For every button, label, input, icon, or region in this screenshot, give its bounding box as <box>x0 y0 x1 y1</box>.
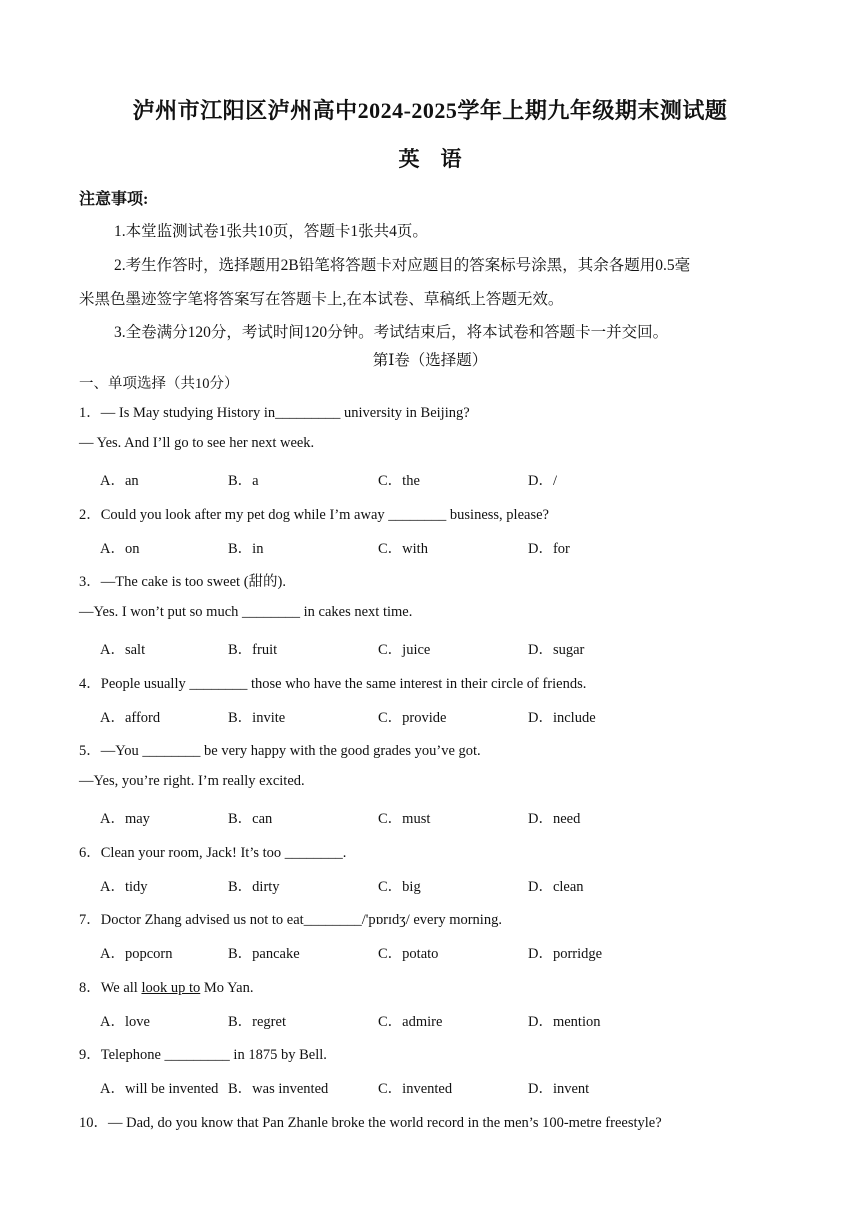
question-4-option-b: B．invite <box>228 710 286 726</box>
question-6-stem: 6．Clean your room, Jack! It’s too ________. <box>79 845 347 861</box>
question-9-stem: 9．Telephone _________ in 1875 by Bell. <box>79 1047 327 1063</box>
question-1-stem: 1．— Is May studying History in_________ university in Beijing? <box>79 405 470 421</box>
exam-title: 泸州市江阳区泸州高中2024-2025学年上期九年级期末测试题 <box>132 98 728 123</box>
notice-item-3: 3.全卷满分120分，考试时间120分钟。考试结束后，将本试卷和答题卡一并交回。 <box>114 324 669 341</box>
question-5-answer-line: —Yes, you’re right. I’m really excited. <box>79 773 305 789</box>
question-6-option-b: B．dirty <box>228 879 280 895</box>
question-5-option-c: C．must <box>378 811 431 827</box>
question-9-option-a: A．will be invented <box>100 1081 219 1097</box>
question-2-stem: 2．Could you look after my pet dog while I’m away ________ business, please? <box>79 507 549 523</box>
notice-heading: 注意事项: <box>79 191 149 208</box>
question-8-stem-post: Mo Yan. <box>200 980 254 996</box>
question-1-option-a: A．an <box>100 473 139 489</box>
question-8-underlined-phrase: look up to <box>141 980 201 996</box>
question-7-stem: 7．Doctor Zhang advised us not to eat________/'pɒrɪdʒ/ every morning. <box>79 912 502 928</box>
question-6-option-d: D．clean <box>528 879 584 895</box>
question-3-option-c: C．juice <box>378 642 431 658</box>
question-8-stem <box>79 976 253 997</box>
question-8-option-d: D．mention <box>528 1014 601 1030</box>
question-2-option-c: C．with <box>378 541 428 557</box>
question-9-option-b: B．was invented <box>228 1081 329 1097</box>
question-6-option-c: C．big <box>378 879 421 895</box>
notice-item-1: 1.本堂监测试卷1张共10页，答题卡1张共4页。 <box>114 223 428 240</box>
notice-item-2: 2.考生作答时，选择题用2B铅笔将答题卡对应题目的答案标号涂黑，其余各题用0.5毫 <box>114 257 691 274</box>
question-8-option-b: B．regret <box>228 1014 286 1030</box>
notice-item-2-cont: 米黑色墨迹签字笔将答案写在答题卡上,在本试卷、草稿纸上答题无效。 <box>79 291 564 308</box>
question-9-option-c: C．invented <box>378 1081 453 1097</box>
question-4-stem: 4．People usually ________ those who have the same interest in their circle of friends. <box>79 676 587 692</box>
question-7-option-d: D．porridge <box>528 946 603 962</box>
question-3-option-a: A．salt <box>100 642 146 658</box>
question-5-stem: 5．—You ________ be very happy with the good grades you’ve got. <box>79 743 481 759</box>
question-7-option-b: B．pancake <box>228 946 300 962</box>
question-4-option-c: C．provide <box>378 710 447 726</box>
question-3-option-b: B．fruit <box>228 642 278 658</box>
subject-title: 英 语 <box>398 147 462 171</box>
question-10-stem: 10．— Dad, do you know that Pan Zhanle broke the world record in the men’s 100-metre freestyle? <box>79 1115 662 1131</box>
question-2-option-d: D．for <box>528 541 570 557</box>
question-4-option-d: D．include <box>528 710 596 726</box>
question-1-answer-line: — Yes. And I’ll go to see her next week. <box>79 435 315 451</box>
question-5-option-d: D．need <box>528 811 581 827</box>
question-7-option-a: A．popcorn <box>100 946 173 962</box>
question-3-answer-line: —Yes. I won’t put so much ________ in cakes next time. <box>79 604 413 620</box>
question-1-option-d: D．/ <box>528 473 557 489</box>
question-1-option-b: B．a <box>228 473 259 489</box>
question-1-option-c: C．the <box>378 473 420 489</box>
question-7-option-c: C．potato <box>378 946 439 962</box>
question-8-stem-pre: 8．We all <box>79 980 142 996</box>
question-8-option-c: C．admire <box>378 1014 443 1030</box>
question-9-option-d: D．invent <box>528 1081 590 1097</box>
question-8-option-a: A．love <box>100 1014 150 1030</box>
question-4-option-a: A．afford <box>100 710 161 726</box>
question-5-option-a: A．may <box>100 811 150 827</box>
section-title: 第Ⅰ卷（选择题） <box>372 352 488 369</box>
part-title: 一、单项选择（共10分） <box>79 376 239 392</box>
question-2-option-b: B．in <box>228 541 264 557</box>
question-6-option-a: A．tidy <box>100 879 148 895</box>
question-3-option-d: D．sugar <box>528 642 585 658</box>
question-2-option-a: A．on <box>100 541 140 557</box>
question-3-stem: 3．—The cake is too sweet (甜的). <box>79 574 286 590</box>
question-5-option-b: B．can <box>228 811 273 827</box>
